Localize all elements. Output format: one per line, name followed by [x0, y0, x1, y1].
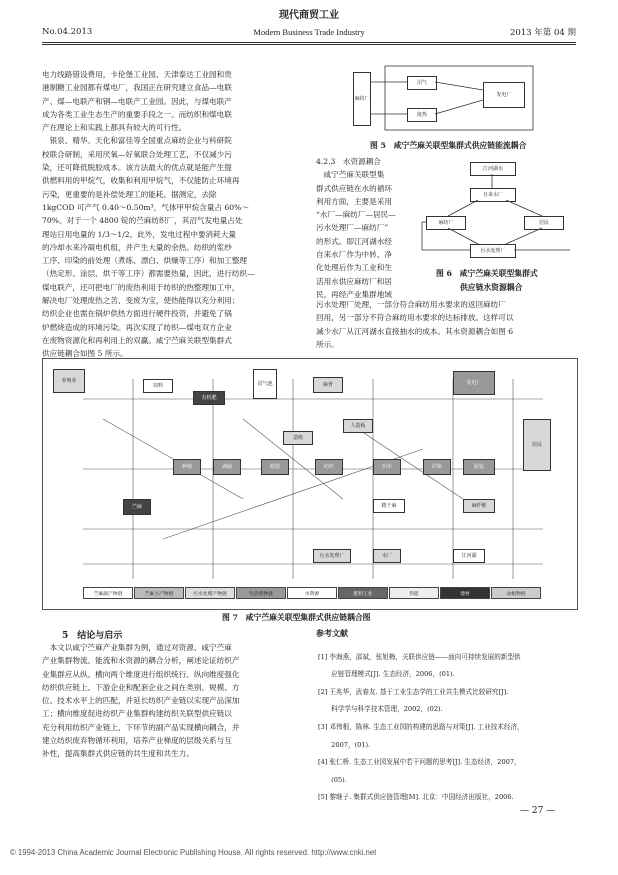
- section-5-body: [42, 641, 310, 761]
- fig7-node-fertilizer: 有机肥: [193, 391, 225, 405]
- text-line: 炉燃烧造成的环境污染。再次实现了纺织—煤电双方企业: [42, 322, 232, 332]
- legend-item: 污水处理产物链: [185, 587, 235, 599]
- text-line: 产、煤—电联产和钢—电联产工业园。因此，与煤电联产: [42, 96, 232, 106]
- reference-line: 应链管理模式[J]. 生态经济，2006，(01).: [318, 670, 455, 679]
- fig6-node-sewage: 污水处理厂: [470, 244, 516, 258]
- text-line: 利用方面，主要是采用: [316, 196, 392, 206]
- figure-5-caption: 图 5 咸宁苎麻关联型集群式供应链能流耦合: [370, 141, 527, 150]
- text-line: 染，还可降低脱胶成本。该方法最大的优点就是能产生提: [42, 163, 232, 173]
- section-5-title: 5 结论与启示: [62, 631, 123, 641]
- text-line: 化处理后作为工业和生: [316, 263, 392, 273]
- text-line: 解决电厂处理废热之苦、变废为宝，使热能得以充分利用；: [42, 296, 240, 306]
- text-line: 产业集群物流、能流和水资源的耦合分析，阐述论证纺织产: [42, 656, 240, 666]
- text-line: 所示。: [316, 339, 339, 349]
- reference-line: (05).: [318, 775, 347, 784]
- fig5-arrows: [345, 62, 545, 134]
- text-line: 煤电联产，还可把电厂的废热利用于纺织的热整理加工中，: [42, 282, 240, 292]
- text-line: 自来水厂作为中转、净: [316, 250, 392, 260]
- text-line: 回用，另一部分不符合麻纺用水要求的达标排放。这样可以: [316, 313, 514, 323]
- text-line: 产在理论上和实践上都具有较大的可行性。: [42, 123, 187, 133]
- header-rule-thin: [42, 44, 576, 45]
- fig7-node-hemp-stalk: 麻骨: [313, 377, 343, 393]
- issue-right: 2013 年第 04 期: [509, 28, 576, 38]
- text-line: 的冷却水来冷凝电机组，并产生大量的余热。纺织的浆纱: [42, 242, 232, 252]
- fig7-node-residents: 居民: [523, 419, 551, 471]
- fig7-node-stripping: 剥麻: [213, 459, 241, 475]
- fig7-node-power-plant: 发电厂: [453, 371, 495, 395]
- journal-title: 现代商贸工业: [279, 10, 339, 21]
- text-line: 成为各类工业生态生产的重要手段之一。而纺织和煤电联: [42, 109, 232, 119]
- text-line: 纺织企业也需在锅炉供热方面进行硬件投资，并避免了锅: [42, 309, 232, 319]
- fig7-node-river: 江河湖: [453, 549, 485, 563]
- right-column-text: [316, 155, 416, 301]
- fig7-node-refined-hemp: 精干麻: [373, 499, 405, 513]
- text-line: 4.2.3 水资源耦合: [316, 157, 381, 166]
- text-line: 在废物资源化和再利用上的双赢。咸宁苎麻关联型集群式: [42, 335, 232, 345]
- text-line: 银泉、精华、天化和富佳等全国重点麻纺企业与科研院: [42, 136, 232, 146]
- text-line: 校联合研制，采用厌氧—好氧联合处理工艺，不仅减少污: [42, 149, 232, 159]
- text-line: “水厂—麻纺厂—居民—: [316, 210, 396, 220]
- fig7-node-fiber: 麻纤维: [463, 499, 495, 513]
- reference-line: [2] 王兆华，武春友. 基于工业生态学的工业共生模式比较研究[J].: [318, 687, 509, 696]
- text-line: 污水处理厂—麻纺厂”: [316, 223, 389, 233]
- reference-line: [4] 张仁桥. 生态工业园发展中若干问题的思考[J]. 生态经济，2007，: [318, 758, 521, 767]
- right-column-continuation: [316, 298, 578, 351]
- reference-line: [1] 李海燕，邵斌，张旭梅，关联供应链——面向可持续发展的新型供: [318, 652, 521, 661]
- text-line: 活用水供应麻纺厂和居: [316, 276, 392, 286]
- text-line: 理站日用电量的 1/3～1/2。此外，发电过程中要消耗大量: [42, 229, 236, 239]
- reference-line: 科学学与科学技术管理，2002，(02).: [318, 705, 443, 714]
- fig7-node-paper: 造纸: [283, 431, 313, 445]
- text-line: 工；横向维度促进纺织产业集群构建纺织关联型供应链以: [42, 709, 232, 719]
- fig5-node-biogas: 沼气: [407, 76, 437, 90]
- figure-7-diagram: [42, 358, 578, 610]
- header-rule: [42, 42, 576, 43]
- text-line: 建立纺织废弃物循环利用，培养产业梯度的层级关系与互: [42, 736, 232, 746]
- fig7-legend: [83, 587, 543, 599]
- legend-item: 肥料工业: [338, 587, 388, 599]
- figure-6-diagram: [418, 160, 576, 264]
- reference-line: [3] 邓伟根，陈林. 生态工业园的构建的思路与对策[J]. 工业技术经济，: [318, 722, 524, 731]
- legend-item: 水资源: [287, 587, 337, 599]
- figure-6-caption-2: 供应链水资源耦合: [460, 283, 523, 292]
- legend-item: 动植物链: [491, 587, 541, 599]
- fig7-node-ramie: 苎麻: [123, 499, 151, 515]
- journal-english: Modern Business Trade Industry: [253, 27, 365, 37]
- text-line: 民，再经产业集群地域: [316, 289, 392, 299]
- text-line: 污水处理厂处理，一部分符合麻纺用水要求的返回麻纺厂: [316, 300, 506, 309]
- reference-line: [5] 黎继子. 集群式供应链管理[M]. 北京：中国经济出版社，2006.: [318, 793, 514, 802]
- fig7-node-feed: 饲料: [143, 379, 173, 393]
- text-line: 纺织供应链上、下游企业和配套企业之间在类别、规模、方: [42, 682, 240, 692]
- fig7-node-sewage: 污水处理厂: [313, 549, 351, 563]
- text-line: 位、技术水平上的匹配，并延长纺织产业链以实现产品深加: [42, 696, 240, 706]
- legend-item: 苎麻副产物链: [83, 587, 133, 599]
- fig7-node-planting: 种植: [173, 459, 201, 475]
- fig6-node-river: 江河湖水: [470, 162, 516, 176]
- text-line: 电力线路错设费用，卡伦堡工业园、天津泰达工业园和贵: [42, 70, 232, 79]
- fig6-arrows: [418, 160, 576, 264]
- text-line: 1kgCOD 可产气 0.40～0.50m³，气体甲甲烷含量占 60%～: [42, 202, 249, 212]
- text-line: 咸宁苎麻关联型集: [316, 170, 385, 180]
- text-line: 的形式。即江河湖水经: [316, 236, 392, 246]
- fig7-links: [43, 359, 577, 609]
- figure-5-diagram: [345, 62, 545, 134]
- fig6-node-waterworks: 自来水厂: [470, 188, 516, 202]
- legend-item: 建材: [440, 587, 490, 599]
- text-line: （热定形、涂层、烘干等工序）都需要热量，因此，进行纺织—: [42, 269, 255, 279]
- text-line: 减少水厂从江河湖水直接抽水的成本。其水资源耦合如图 6: [316, 326, 514, 336]
- text-line: 70%。对于一个 4800 锭的苎麻纺织厂，其沼气发电量占处: [42, 216, 243, 226]
- reference-line: 2007，(01).: [318, 740, 371, 749]
- fig7-node-dyeing: 印染: [423, 459, 451, 475]
- text-line: 群式供应链在水的循环: [316, 183, 392, 193]
- issue-left: No.04.2013: [42, 27, 93, 37]
- figure-6-caption-1: 图 6 咸宁苎麻关联型集群式: [436, 269, 538, 278]
- fig7-node-weaving: 织布: [373, 459, 401, 475]
- fig7-node-degumming: 脱胶: [261, 459, 289, 475]
- fig7-node-garment: 服装: [463, 459, 495, 475]
- text-line: 工序、印染的前处理（煮练、漂白、烘燥等工序）和加工整理: [42, 256, 248, 266]
- text-line: 供应链耦合如图 5 所示。: [42, 349, 128, 359]
- legend-item: 热能: [389, 587, 439, 599]
- fig7-node-biogas: 沼气池: [253, 369, 277, 399]
- fig5-node-heat: 废热: [407, 108, 437, 122]
- legend-item: 苎麻主产物链: [134, 587, 184, 599]
- text-line: 充分利用纺织产业链上、下环节的副产品实现横向耦合，并: [42, 722, 240, 732]
- fig7-node-spinning: 纺纱: [315, 459, 343, 475]
- fig5-node-power: 发电厂: [483, 82, 525, 108]
- fig6-node-mill: 麻纺厂: [426, 216, 466, 230]
- text-line: 污染，更重要的是补偿处理工的能耗。据测定，去除: [42, 189, 217, 199]
- fig7-node-board: 人造板: [343, 419, 373, 433]
- copyright-footer: © 1994-2013 China Academic Journal Electronic Publishing House. All rights reserved. http://www.cnki.net: [10, 848, 377, 857]
- legend-item: 生活废物链: [236, 587, 286, 599]
- text-line: 供燃料用的甲烷气，收集和利用甲烷气，不仅能防止环境再: [42, 176, 240, 186]
- references-title: 参考文献: [316, 628, 348, 638]
- figure-7-caption: 图 7 咸宁苎麻关联型集群式供应链耦合图: [222, 613, 371, 622]
- fig5-node-mill: 麻纺厂: [353, 72, 371, 126]
- text-line: 业集群应从纵、横向两个维度进行组织统行。纵向维度强化: [42, 669, 240, 679]
- text-line: 本文以咸宁苎麻产业集群为例，通过对资源、咸宁苎麻: [42, 643, 232, 652]
- text-line: 补性，提高集群式供应链的共生度和共生力。: [42, 749, 194, 759]
- fig6-node-residents: 居民: [524, 216, 564, 230]
- page-number: — 27 —: [520, 806, 556, 816]
- fig7-node-livestock: 养殖业: [53, 369, 85, 393]
- text-line: 港制糖工业园都有煤电厂，我国正在研究建立食品—电联: [42, 83, 232, 93]
- fig7-node-waterworks: 水厂: [373, 549, 401, 563]
- references-list: [318, 645, 580, 810]
- left-column-text: [42, 68, 310, 361]
